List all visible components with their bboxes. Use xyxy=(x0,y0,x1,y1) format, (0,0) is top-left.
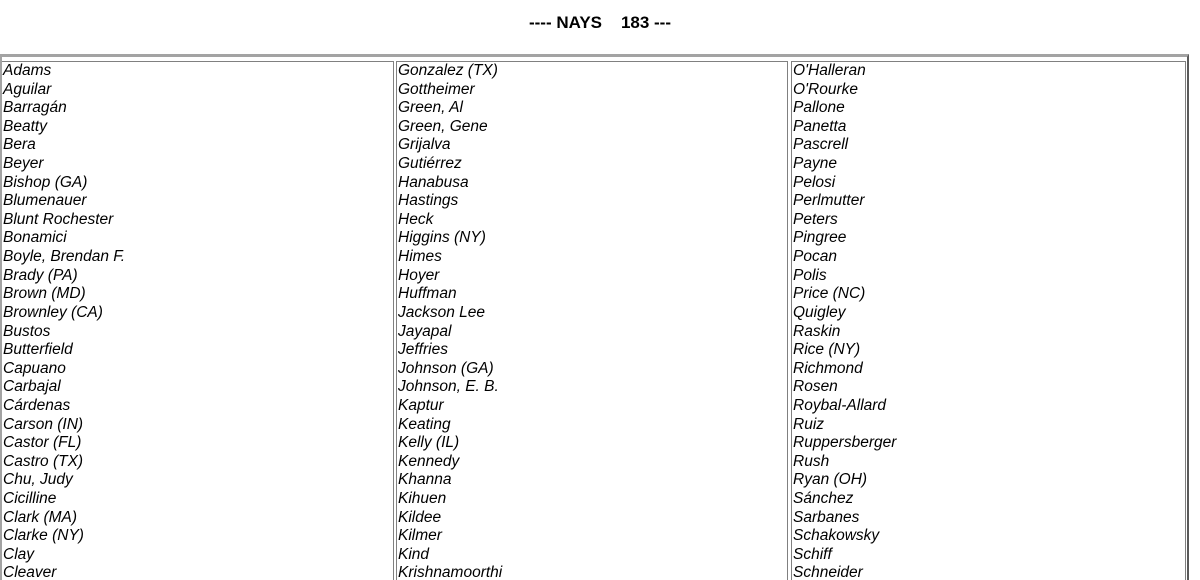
member-name: Brown (MD) xyxy=(3,285,86,303)
member-name: Pelosi xyxy=(793,173,836,191)
member-name: Grijalva xyxy=(398,136,451,154)
member-name: Boyle, Brendan F. xyxy=(3,248,126,266)
member-name: Kelly (IL) xyxy=(398,434,460,452)
member-name: Hastings xyxy=(398,192,459,210)
member-name: Bera xyxy=(3,136,36,154)
member-name: Himes xyxy=(398,248,442,266)
member-name: Pocan xyxy=(793,248,837,266)
member-name: Brady (PA) xyxy=(3,266,78,284)
member-name: Blumenauer xyxy=(3,192,87,210)
member-name: Clay xyxy=(3,545,35,563)
member-name: Barragán xyxy=(3,99,67,117)
member-name: Raskin xyxy=(793,322,841,340)
member-name: Jeffries xyxy=(398,341,448,359)
member-name: Sarbanes xyxy=(793,508,860,526)
member-name: Pascrell xyxy=(793,136,849,154)
member-name: Panetta xyxy=(793,117,847,135)
member-name: Carbajal xyxy=(3,378,61,396)
member-name: Polis xyxy=(793,266,827,284)
member-name: Castor (FL) xyxy=(3,434,82,452)
member-name: Payne xyxy=(793,155,837,173)
member-name: Richmond xyxy=(793,359,863,377)
member-name: Kihuen xyxy=(398,490,447,508)
member-name: Gottheimer xyxy=(398,80,475,98)
member-name: Kilmer xyxy=(398,527,442,545)
member-name: Green, Al xyxy=(398,99,463,117)
member-name: Cicilline xyxy=(3,490,57,508)
member-name: Perlmutter xyxy=(793,192,865,210)
member-name: Bustos xyxy=(3,322,51,340)
names-list-1 xyxy=(2,62,393,580)
names-list-2 xyxy=(397,62,787,580)
member-name: Cleaver xyxy=(3,564,57,580)
names-column-2 xyxy=(396,61,788,580)
member-name: Aguilar xyxy=(3,80,52,98)
member-name: Gutiérrez xyxy=(398,155,462,173)
member-name: Kaptur xyxy=(398,396,444,414)
member-name: Pingree xyxy=(793,229,847,247)
member-name: Bishop (GA) xyxy=(3,173,88,191)
member-name: Sánchez xyxy=(793,490,854,508)
member-name: Ruppersberger xyxy=(793,434,897,452)
member-name: Higgins (NY) xyxy=(398,229,486,247)
names-column-1 xyxy=(2,61,394,580)
names-list-3 xyxy=(792,62,1185,580)
member-name: Brownley (CA) xyxy=(3,303,103,321)
member-name: Ryan (OH) xyxy=(793,471,868,489)
member-name: Butterfield xyxy=(3,341,73,359)
member-name: Gonzalez (TX) xyxy=(398,62,498,79)
member-name: Cárdenas xyxy=(3,396,71,414)
member-name: Krishnamoorthi xyxy=(398,564,503,580)
member-name: Kennedy xyxy=(398,452,460,470)
member-name: O'Rourke xyxy=(793,80,858,98)
member-name: Kind xyxy=(398,545,430,563)
member-name: Khanna xyxy=(398,471,452,489)
member-name: Huffman xyxy=(398,285,457,303)
member-name: Schiff xyxy=(793,545,832,563)
member-name: Rice (NY) xyxy=(793,341,861,359)
names-column-3 xyxy=(791,61,1186,580)
member-name: Price (NC) xyxy=(793,285,866,303)
member-name: Johnson, E. B. xyxy=(398,378,499,396)
member-name: Heck xyxy=(398,210,434,228)
member-name: Capuano xyxy=(3,359,66,377)
member-name: Schneider xyxy=(793,564,863,580)
member-name: Jackson Lee xyxy=(398,303,486,321)
member-name: Schakowsky xyxy=(793,527,880,545)
member-name: Kildee xyxy=(398,508,442,526)
vote-heading-label: ---- NAYS xyxy=(528,13,603,32)
member-name: Roybal-Allard xyxy=(793,396,887,414)
member-name: Castro (TX) xyxy=(3,452,84,470)
member-name: Jayapal xyxy=(398,322,452,340)
vote-heading-count: 183 --- xyxy=(620,13,672,32)
member-name: Clark (MA) xyxy=(3,508,78,526)
member-name: Peters xyxy=(793,210,838,228)
member-name: Blunt Rochester xyxy=(3,210,114,228)
member-name: Hanabusa xyxy=(398,173,469,191)
member-name: Quigley xyxy=(793,303,846,321)
member-name: Adams xyxy=(3,62,52,79)
member-name: Hoyer xyxy=(398,266,440,284)
vote-heading xyxy=(0,12,1200,34)
member-name: Chu, Judy xyxy=(3,471,73,489)
member-name: Green, Gene xyxy=(398,117,488,135)
member-name: Carson (IN) xyxy=(3,415,84,433)
member-name: Keating xyxy=(398,415,451,433)
member-name: Ruiz xyxy=(793,415,825,433)
nays-table xyxy=(0,54,1189,580)
member-name: Rush xyxy=(793,452,830,470)
member-name: Beatty xyxy=(3,117,47,135)
member-name: Pallone xyxy=(793,99,845,117)
member-name: O'Halleran xyxy=(793,62,866,79)
member-name: Rosen xyxy=(793,378,838,396)
member-name: Johnson (GA) xyxy=(398,359,494,377)
member-name: Bonamici xyxy=(3,229,67,247)
member-name: Clarke (NY) xyxy=(3,527,84,545)
member-name: Beyer xyxy=(3,155,44,173)
